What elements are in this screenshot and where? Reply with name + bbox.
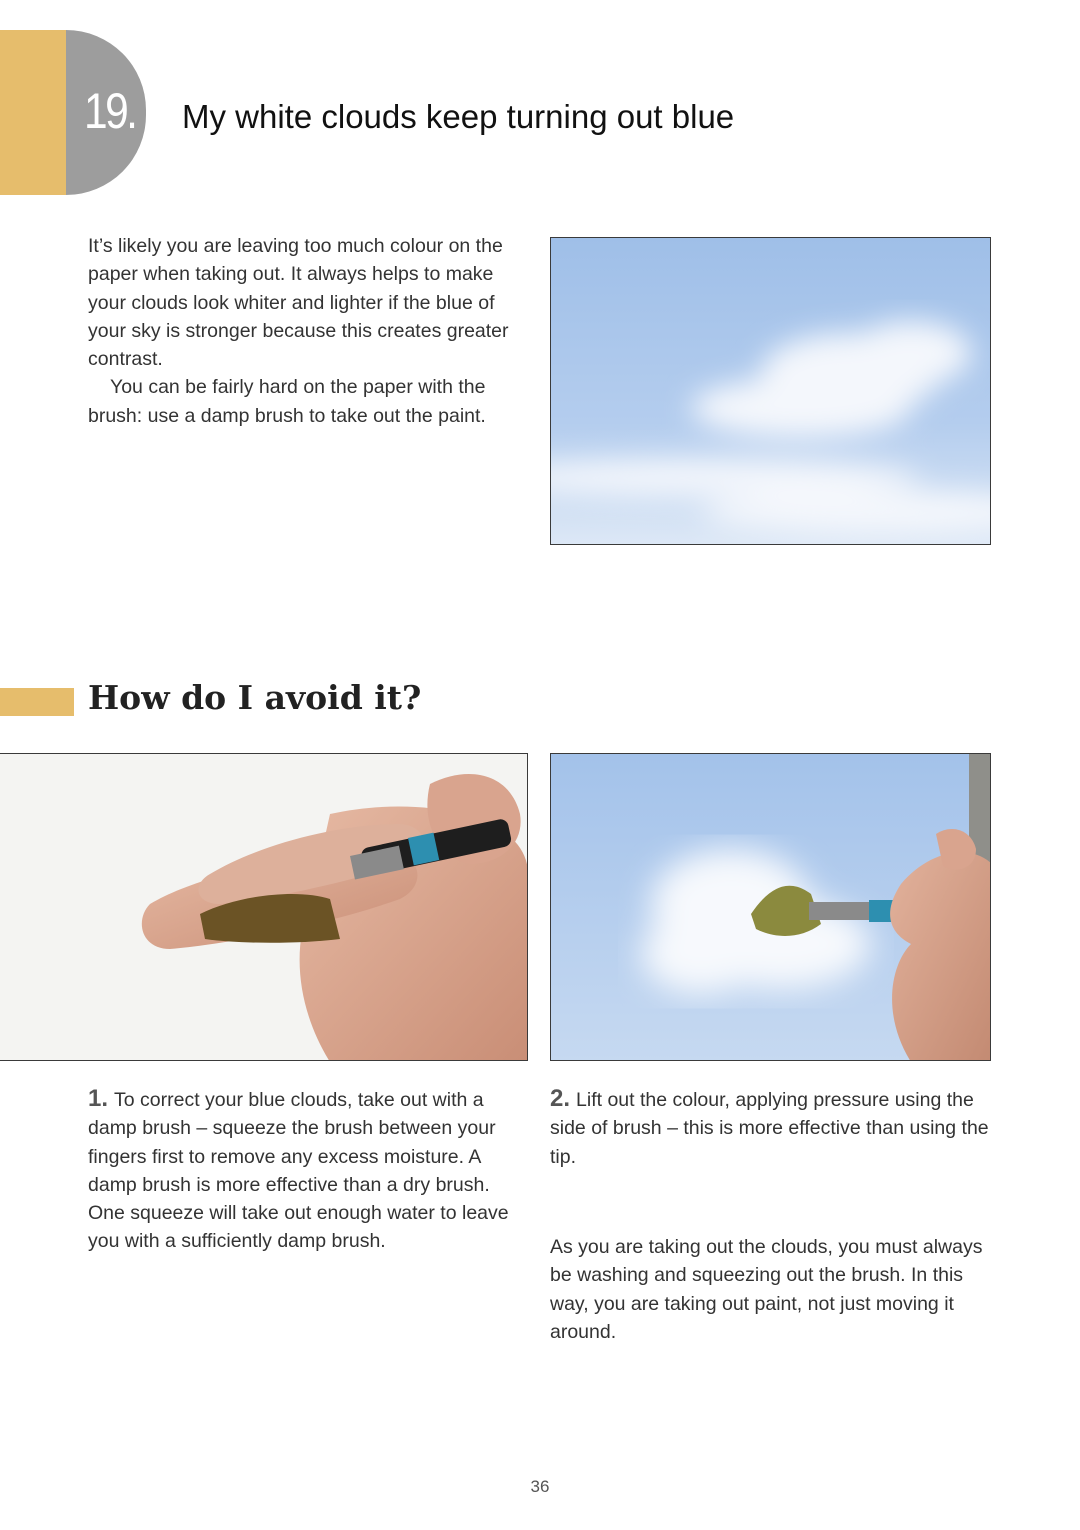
intro-text [88,232,528,430]
page-title: My white clouds keep turning out blue [182,98,735,135]
intro-paragraph-1: It’s likely you are leaving too much colour on the paper when taking out. It always helps to make your clouds look whiter and lighter if the blue of your sky is stronger because this creates greater contrast. [88,235,509,371]
page-number: 36 [530,1477,550,1496]
step-1-number: 1. [88,1085,109,1112]
chapter-number: 19. [84,83,136,139]
step-2-number: 2. [550,1085,571,1112]
step-2-caption [550,1085,995,1171]
step-1-caption [88,1085,528,1256]
section-heading: How do I avoid it? [88,678,422,717]
squeeze-brush-illustration [0,754,528,1061]
lift-out-cloud-illustration [551,754,991,1061]
sky-cloud-photo [550,237,991,545]
lift-out-cloud-photo [550,753,991,1061]
sky-cloud-illustration [551,238,991,545]
section-accent-bar [0,688,74,716]
intro-paragraph-2: You can be fairly hard on the paper with the brush: use a damp brush to take out the paint. [88,376,486,427]
squeeze-brush-photo [0,753,528,1061]
step-2-text: Lift out the colour, applying pressure using the side of brush – this is more effective than using the tip. [550,1089,989,1168]
step-1-text: To correct your blue clouds, take out with a damp brush – squeeze the brush between your fingers first to remove any excess moisture. A damp brush is more effective than a dry brush. One squeeze will take out enough water to leave you with a sufficiently damp brush. [88,1089,509,1253]
tip-note: As you are taking out the clouds, you must always be washing and squeezing out the brush. In this way, you are taking out paint, not just moving it around. [550,1236,983,1343]
header-accent-bar [0,30,66,195]
